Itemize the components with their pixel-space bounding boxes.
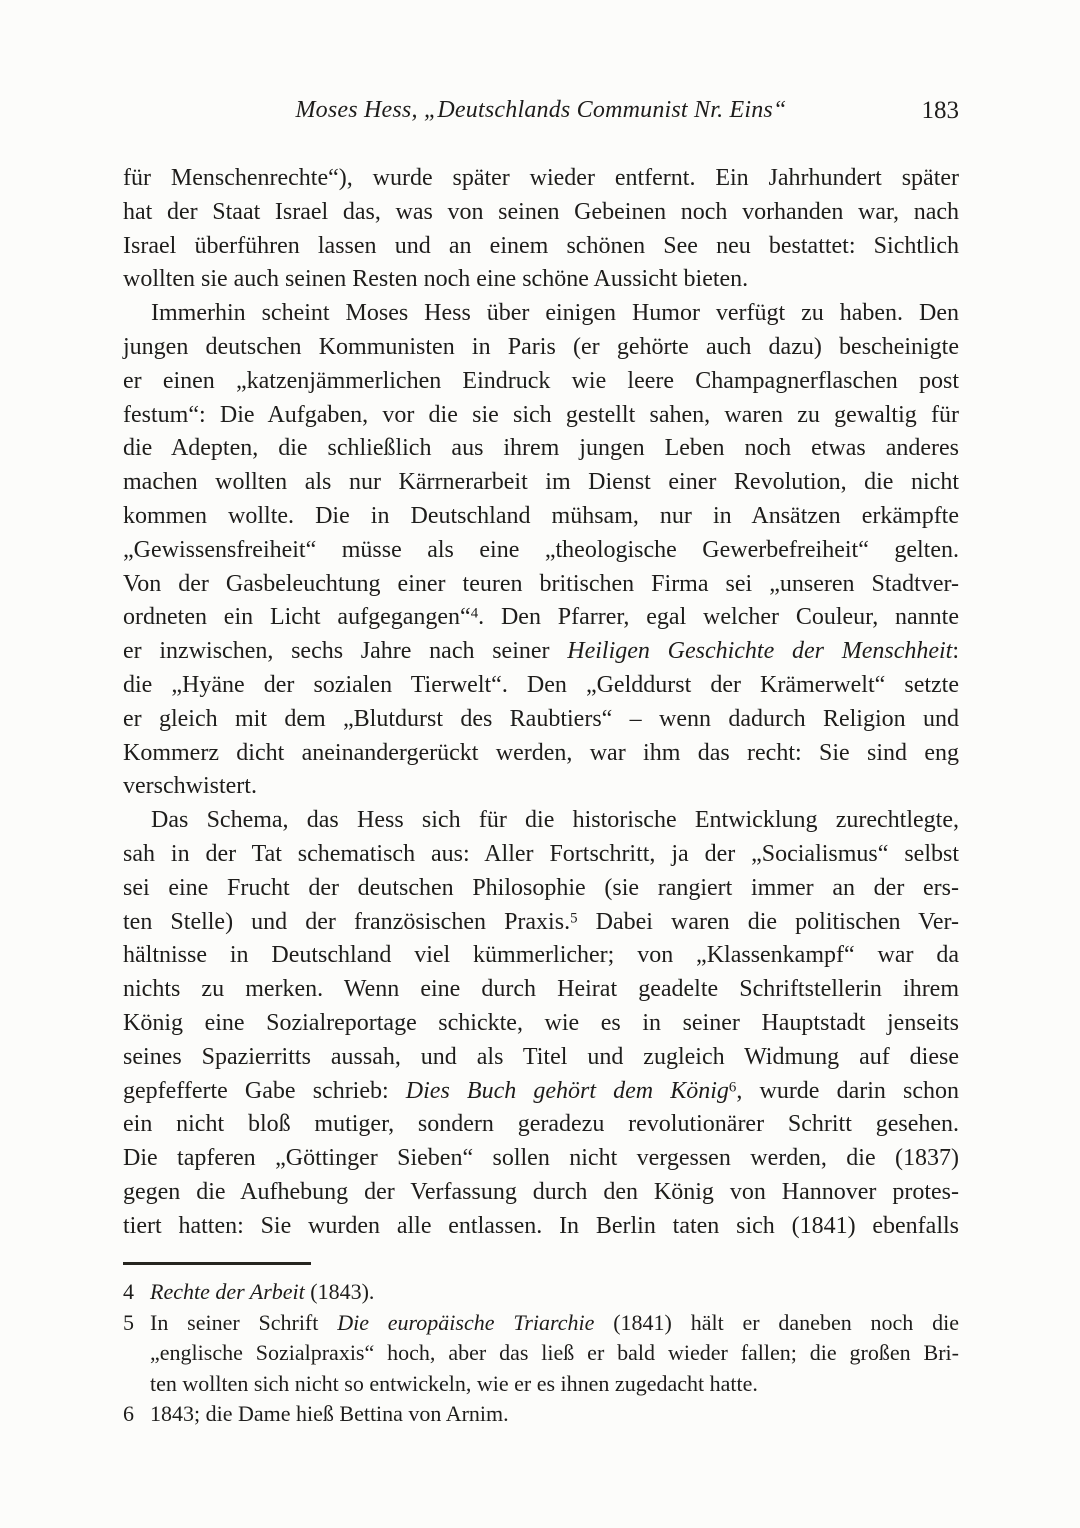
footnote-marker: 4 — [470, 605, 479, 622]
text-line — [123, 534, 959, 568]
text-segment: In seiner Schrift — [150, 1309, 338, 1335]
text-segment: (1843). — [304, 1279, 375, 1304]
text-line — [123, 838, 959, 872]
footnote-marker: 6 — [728, 1078, 737, 1095]
running-header — [123, 94, 959, 130]
footnotes-section — [123, 1262, 959, 1430]
footnote-number: 4 — [123, 1279, 134, 1304]
text-segment: für Menschenrechte“), wurde später wieder entfernt. Ein Jahrhundert später — [123, 165, 959, 191]
text-segment: die „Hyäne der sozialen Tierwelt“. Den „Gelddurst der Krämerwelt“ setzte — [123, 671, 959, 698]
text-line — [123, 770, 959, 804]
text-line — [123, 1108, 959, 1142]
text-line — [123, 973, 959, 1007]
text-line — [123, 466, 959, 500]
text-line — [123, 1338, 959, 1369]
footnote — [123, 1277, 959, 1308]
text-line — [123, 1041, 959, 1075]
text-line — [123, 1308, 959, 1339]
text-segment: verschwistert. — [123, 773, 257, 800]
text-line — [123, 737, 959, 771]
text-line — [123, 872, 959, 906]
text-line — [123, 568, 959, 602]
text-line — [123, 331, 959, 365]
text-line — [123, 1007, 959, 1041]
text-line — [123, 1369, 959, 1400]
text-line — [123, 1210, 959, 1244]
text-line — [123, 1075, 959, 1109]
text-segment: Das Schema, das Hess sich für die historische Entwicklung zurechtlegte, — [151, 807, 959, 834]
text-segment: seines Spazierritts aussah, und als Titel und zugleich Widmung auf diese — [123, 1043, 959, 1070]
footnote — [123, 1308, 959, 1400]
footnote — [123, 1399, 959, 1430]
text-segment: ten Stelle) und der französischen Praxis. — [123, 908, 571, 935]
text-segment: Kommerz dicht aneinandergerückt werden, war ihm das recht: Sie sind eng — [123, 739, 959, 766]
text-line — [123, 1176, 959, 1210]
text-segment: festum“: Die Aufgaben, vor die sie sich gestellt sahen, waren zu gewaltig für — [123, 401, 959, 428]
text-line — [123, 1277, 959, 1308]
footnote-number: 6 — [123, 1401, 134, 1426]
italic-text: Die europäische Triarchie — [337, 1309, 595, 1335]
text-segment: 1843; die Dame hieß Bettina von Arnim. — [150, 1401, 509, 1426]
paragraph — [123, 297, 959, 804]
text-line — [123, 635, 959, 669]
text-segment: ten wollten sich nicht so entwickeln, wie er es ihnen zugedacht hatte. — [150, 1370, 758, 1396]
text-segment: hältnisse in Deutschland viel kümmerlicher; von „Klassenkampf“ war da — [123, 942, 959, 969]
footnote-number: 5 — [123, 1309, 134, 1335]
text-segment: : — [952, 638, 959, 665]
text-line — [123, 196, 959, 230]
text-line — [123, 601, 959, 635]
page-number: 183 — [921, 97, 959, 124]
footnote-list — [123, 1277, 959, 1430]
italic-text: Heiligen Geschichte der Menschheit — [567, 638, 953, 665]
text-line — [123, 365, 959, 399]
footnote-marker: 5 — [570, 909, 578, 926]
text-line — [123, 399, 959, 433]
italic-text: Rechte der Arbeit — [150, 1279, 305, 1304]
text-line — [123, 297, 959, 331]
text-segment: Die tapferen „Göttinger Sieben“ sollen nicht vergessen werden, die (1837) — [123, 1145, 959, 1172]
text-segment: er inzwischen, sechs Jahre nach seiner — [123, 638, 568, 665]
text-line — [123, 669, 959, 703]
text-line — [123, 1399, 959, 1430]
text-segment: er einen „katzenjämmerlichen Eindruck wie leere Champagnerflaschen post — [123, 367, 959, 394]
text-segment: sei eine Frucht der deutschen Philosophie (sie rangiert immer an der ers- — [123, 874, 959, 901]
text-segment: wollten sie auch seinen Resten noch eine schöne Aussicht bieten. — [123, 266, 749, 293]
text-line — [123, 804, 959, 838]
running-header-title: Moses Hess, „Deutschlands Communist Nr. Eins“ — [295, 97, 787, 123]
paragraph — [123, 804, 959, 1243]
text-segment: Von der Gasbeleuchtung einer teuren britischen Firma sei „unseren Stadtver- — [123, 570, 959, 597]
text-line — [123, 500, 959, 534]
text-segment: kommen wollte. Die in Deutschland mühsam, nur in Ansätzen erkämpfte — [123, 502, 959, 529]
text-segment: Immerhin scheint Moses Hess über einigen Humor verfügt zu haben. Den — [151, 300, 959, 327]
text-segment: hat der Staat Israel das, was von seinen Gebeinen noch vorhanden war, nach — [123, 198, 959, 225]
paragraph — [123, 162, 959, 297]
text-segment: gepfefferte Gabe schrieb: — [123, 1077, 406, 1104]
text-line — [123, 1142, 959, 1176]
text-line — [123, 703, 959, 737]
text-segment: Israel überführen lassen und an einem schönen See neu bestattet: Sichtlich — [123, 232, 959, 259]
text-segment: „englische Sozialpraxis“ hoch, aber das ließ er bald wieder fallen; die großen Bri- — [150, 1340, 959, 1365]
text-segment: die Adepten, die schließlich aus ihrem jungen Leben noch etwas anderes — [123, 435, 959, 462]
text-segment: ein nicht bloß mutiger, sondern geradezu revolutionärer Schritt gesehen. — [123, 1111, 959, 1138]
text-line — [123, 939, 959, 973]
text-line — [123, 263, 959, 297]
footnote-separator-rule — [123, 1262, 311, 1265]
text-segment: sah in der Tat schematisch aus: Aller Fortschritt, ja der „Socialismus“ selbst — [123, 840, 959, 867]
text-segment: jungen deutschen Kommunisten in Paris (er gehörte auch dazu) bescheinigte — [123, 333, 959, 360]
italic-text: Dies Buch gehört dem König — [405, 1077, 729, 1104]
text-segment: tiert hatten: Sie wurden alle entlassen. In Berlin taten sich (1841) ebenfalls — [123, 1212, 959, 1239]
text-segment: „Gewissensfreiheit“ müsse als eine „theologische Gewerbefreiheit“ gelten. — [123, 536, 959, 563]
text-segment: er gleich mit dem „Blutdurst des Raubtiers“ – wenn dadurch Religion und — [123, 705, 959, 732]
text-line — [123, 432, 959, 466]
text-segment: machen wollten als nur Kärrnerarbeit im Dienst einer Revolution, die nicht — [123, 469, 959, 496]
text-segment: ordneten ein Licht aufgegangen“ — [123, 604, 471, 631]
text-segment: König eine Sozialreportage schickte, wie es in seiner Hauptstadt jenseits — [123, 1009, 959, 1036]
text-line — [123, 162, 959, 196]
text-line — [123, 230, 959, 264]
body-text — [123, 162, 959, 1244]
text-segment: (1841) hält er daneben noch die — [594, 1309, 960, 1335]
text-segment: nichts zu merken. Wenn eine durch Heirat geadelte Schriftstellerin ihrem — [123, 976, 959, 1003]
text-segment: , wurde darin schon — [736, 1077, 960, 1104]
text-line — [123, 906, 959, 940]
text-segment: . Den Pfarrer, egal welcher Couleur, nannte — [478, 604, 960, 631]
text-segment: gegen die Aufhebung der Verfassung durch den König von Hannover protes- — [123, 1178, 959, 1205]
text-segment: Dabei waren die politischen Ver- — [577, 908, 959, 935]
